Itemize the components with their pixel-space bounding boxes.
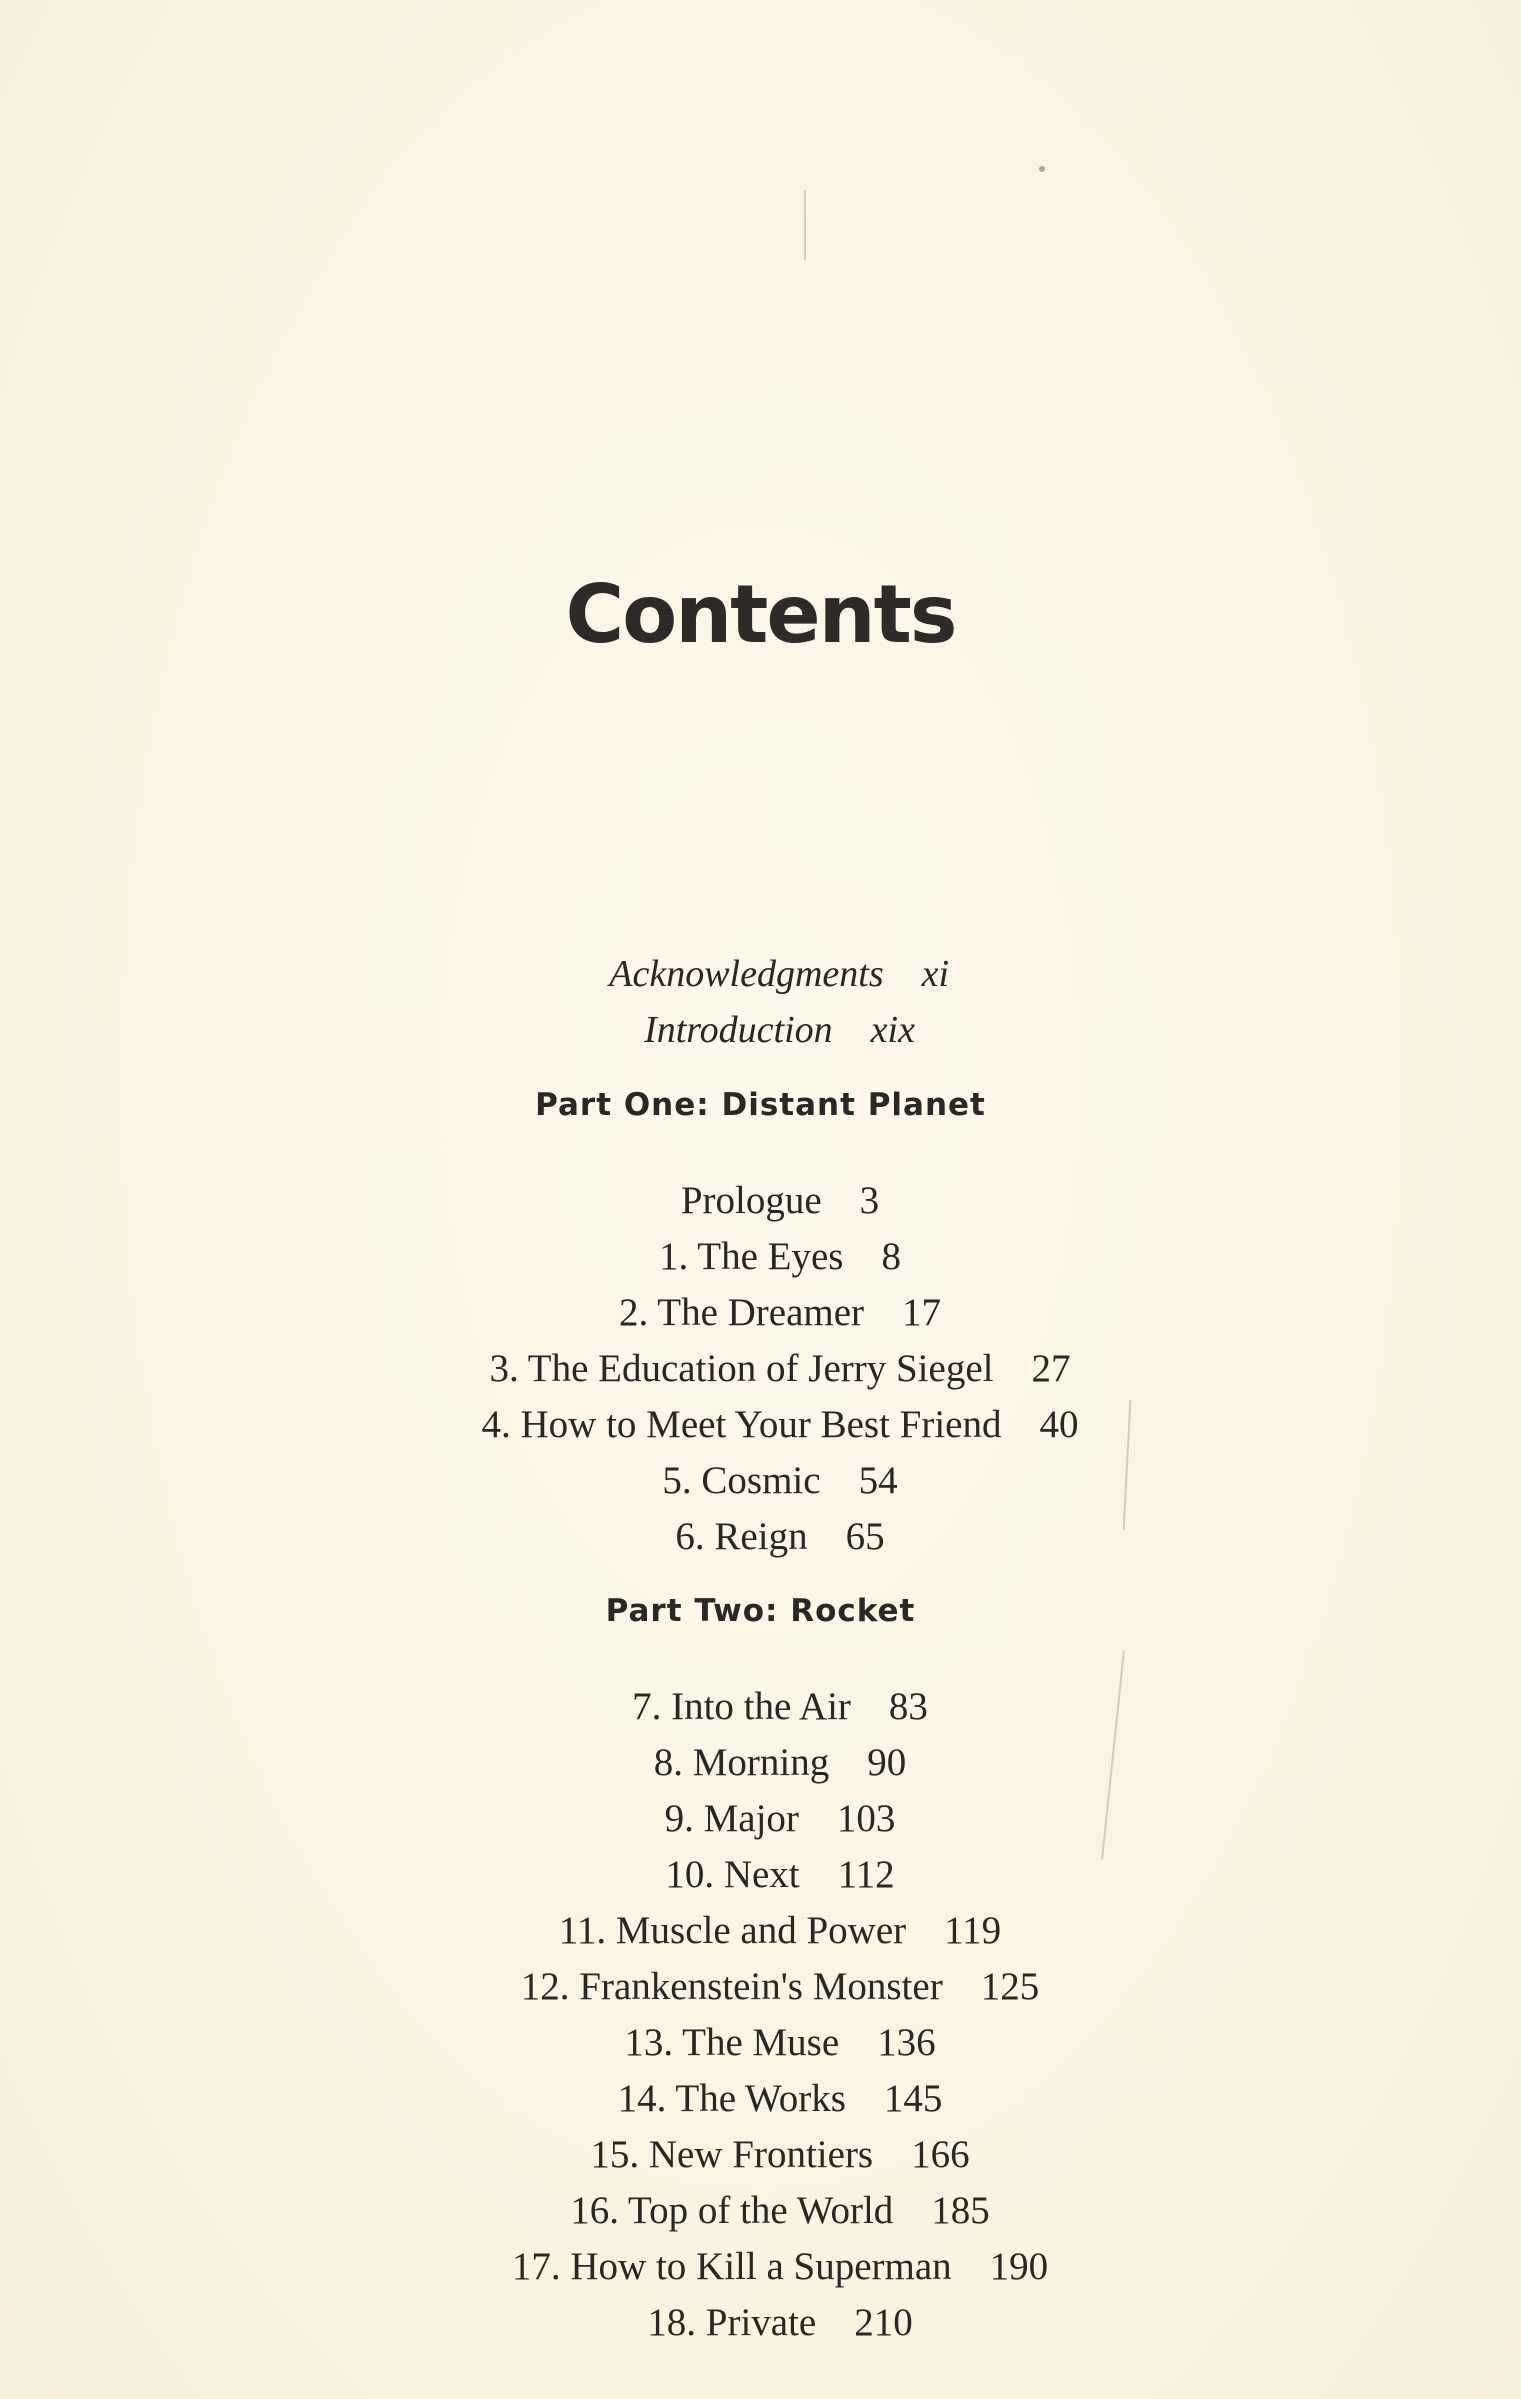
toc-entry-label: Acknowledgments: [609, 953, 884, 995]
toc-entry-page: 145: [883, 2077, 943, 2120]
part-heading: Part Two: Rocket: [605, 1593, 916, 1629]
toc-entry-page: 103: [836, 1797, 896, 1840]
toc-entry-page: xix: [870, 1009, 915, 1051]
toc-entry-label: 18. Private: [647, 2301, 817, 2344]
toc-entry-page: 90: [867, 1741, 907, 1784]
toc-entry-label: 3. The Education of Jerry Siegel: [489, 1347, 994, 1390]
toc-entry-label: 9. Major: [664, 1797, 799, 1840]
toc-entry-page: 8: [881, 1235, 901, 1278]
toc-entry: [0, 2264, 1521, 2381]
toc-entry-label: 11. Muscle and Power: [558, 1909, 907, 1952]
toc-entry-page: 136: [877, 2021, 936, 2064]
toc-entry-label: 8. Morning: [653, 1741, 830, 1784]
toc-entry-page: 54: [858, 1459, 898, 1502]
toc-entry-label: Prologue: [680, 1179, 822, 1222]
toc-entry-page: 27: [1031, 1347, 1071, 1390]
toc-entry-page: 210: [854, 2301, 913, 2344]
toc-entry-label: 6. Reign: [675, 1515, 808, 1558]
toc-entry-page: 3: [859, 1179, 880, 1222]
toc-entry-label: 13. The Muse: [624, 2021, 840, 2064]
toc-entry-page: 190: [989, 2245, 1049, 2288]
toc-entry-page: 125: [980, 1965, 1040, 2008]
page-title: Contents: [565, 568, 956, 661]
paper-scratch: [804, 190, 806, 260]
toc-entry-label: 4. How to Meet Your Best Friend: [481, 1403, 1002, 1446]
toc-entry-label: 1. The Eyes: [659, 1235, 844, 1278]
toc-entry-label: 15. New Frontiers: [590, 2133, 874, 2176]
toc-entry-page: 185: [931, 2189, 990, 2232]
paper-speck: [1039, 166, 1045, 172]
toc-entry-page: 166: [911, 2133, 970, 2176]
toc-entry-label: 17. How to Kill a Superman: [511, 2245, 952, 2288]
toc-entry-page: xi: [921, 953, 950, 995]
toc-entry-page: 17: [902, 1291, 942, 1334]
toc-entry-page: 83: [888, 1685, 928, 1728]
toc-entry-introduction: [0, 973, 1521, 1087]
part-heading: Part One: Distant Planet: [535, 1087, 986, 1123]
toc-entry-label: 12. Frankenstein's Monster: [520, 1965, 943, 2008]
toc-entry-label: 16. Top of the World: [570, 2189, 894, 2232]
toc-entry-page: 40: [1039, 1403, 1079, 1446]
toc-entry-page: 65: [845, 1515, 885, 1558]
toc-entry-label: 10. Next: [665, 1853, 800, 1896]
toc-entry-page: 119: [944, 1909, 1002, 1952]
toc-entry: [0, 1478, 1521, 1595]
toc-entry-label: 2. The Dreamer: [618, 1291, 865, 1334]
toc-entry-label: 14. The Works: [617, 2077, 846, 2120]
toc-entry-page: 112: [837, 1853, 895, 1896]
toc-entry-label: 7. Into the Air: [632, 1685, 851, 1728]
toc-entry-label: 5. Cosmic: [662, 1459, 821, 1502]
toc-entry-label: Introduction: [644, 1009, 833, 1051]
